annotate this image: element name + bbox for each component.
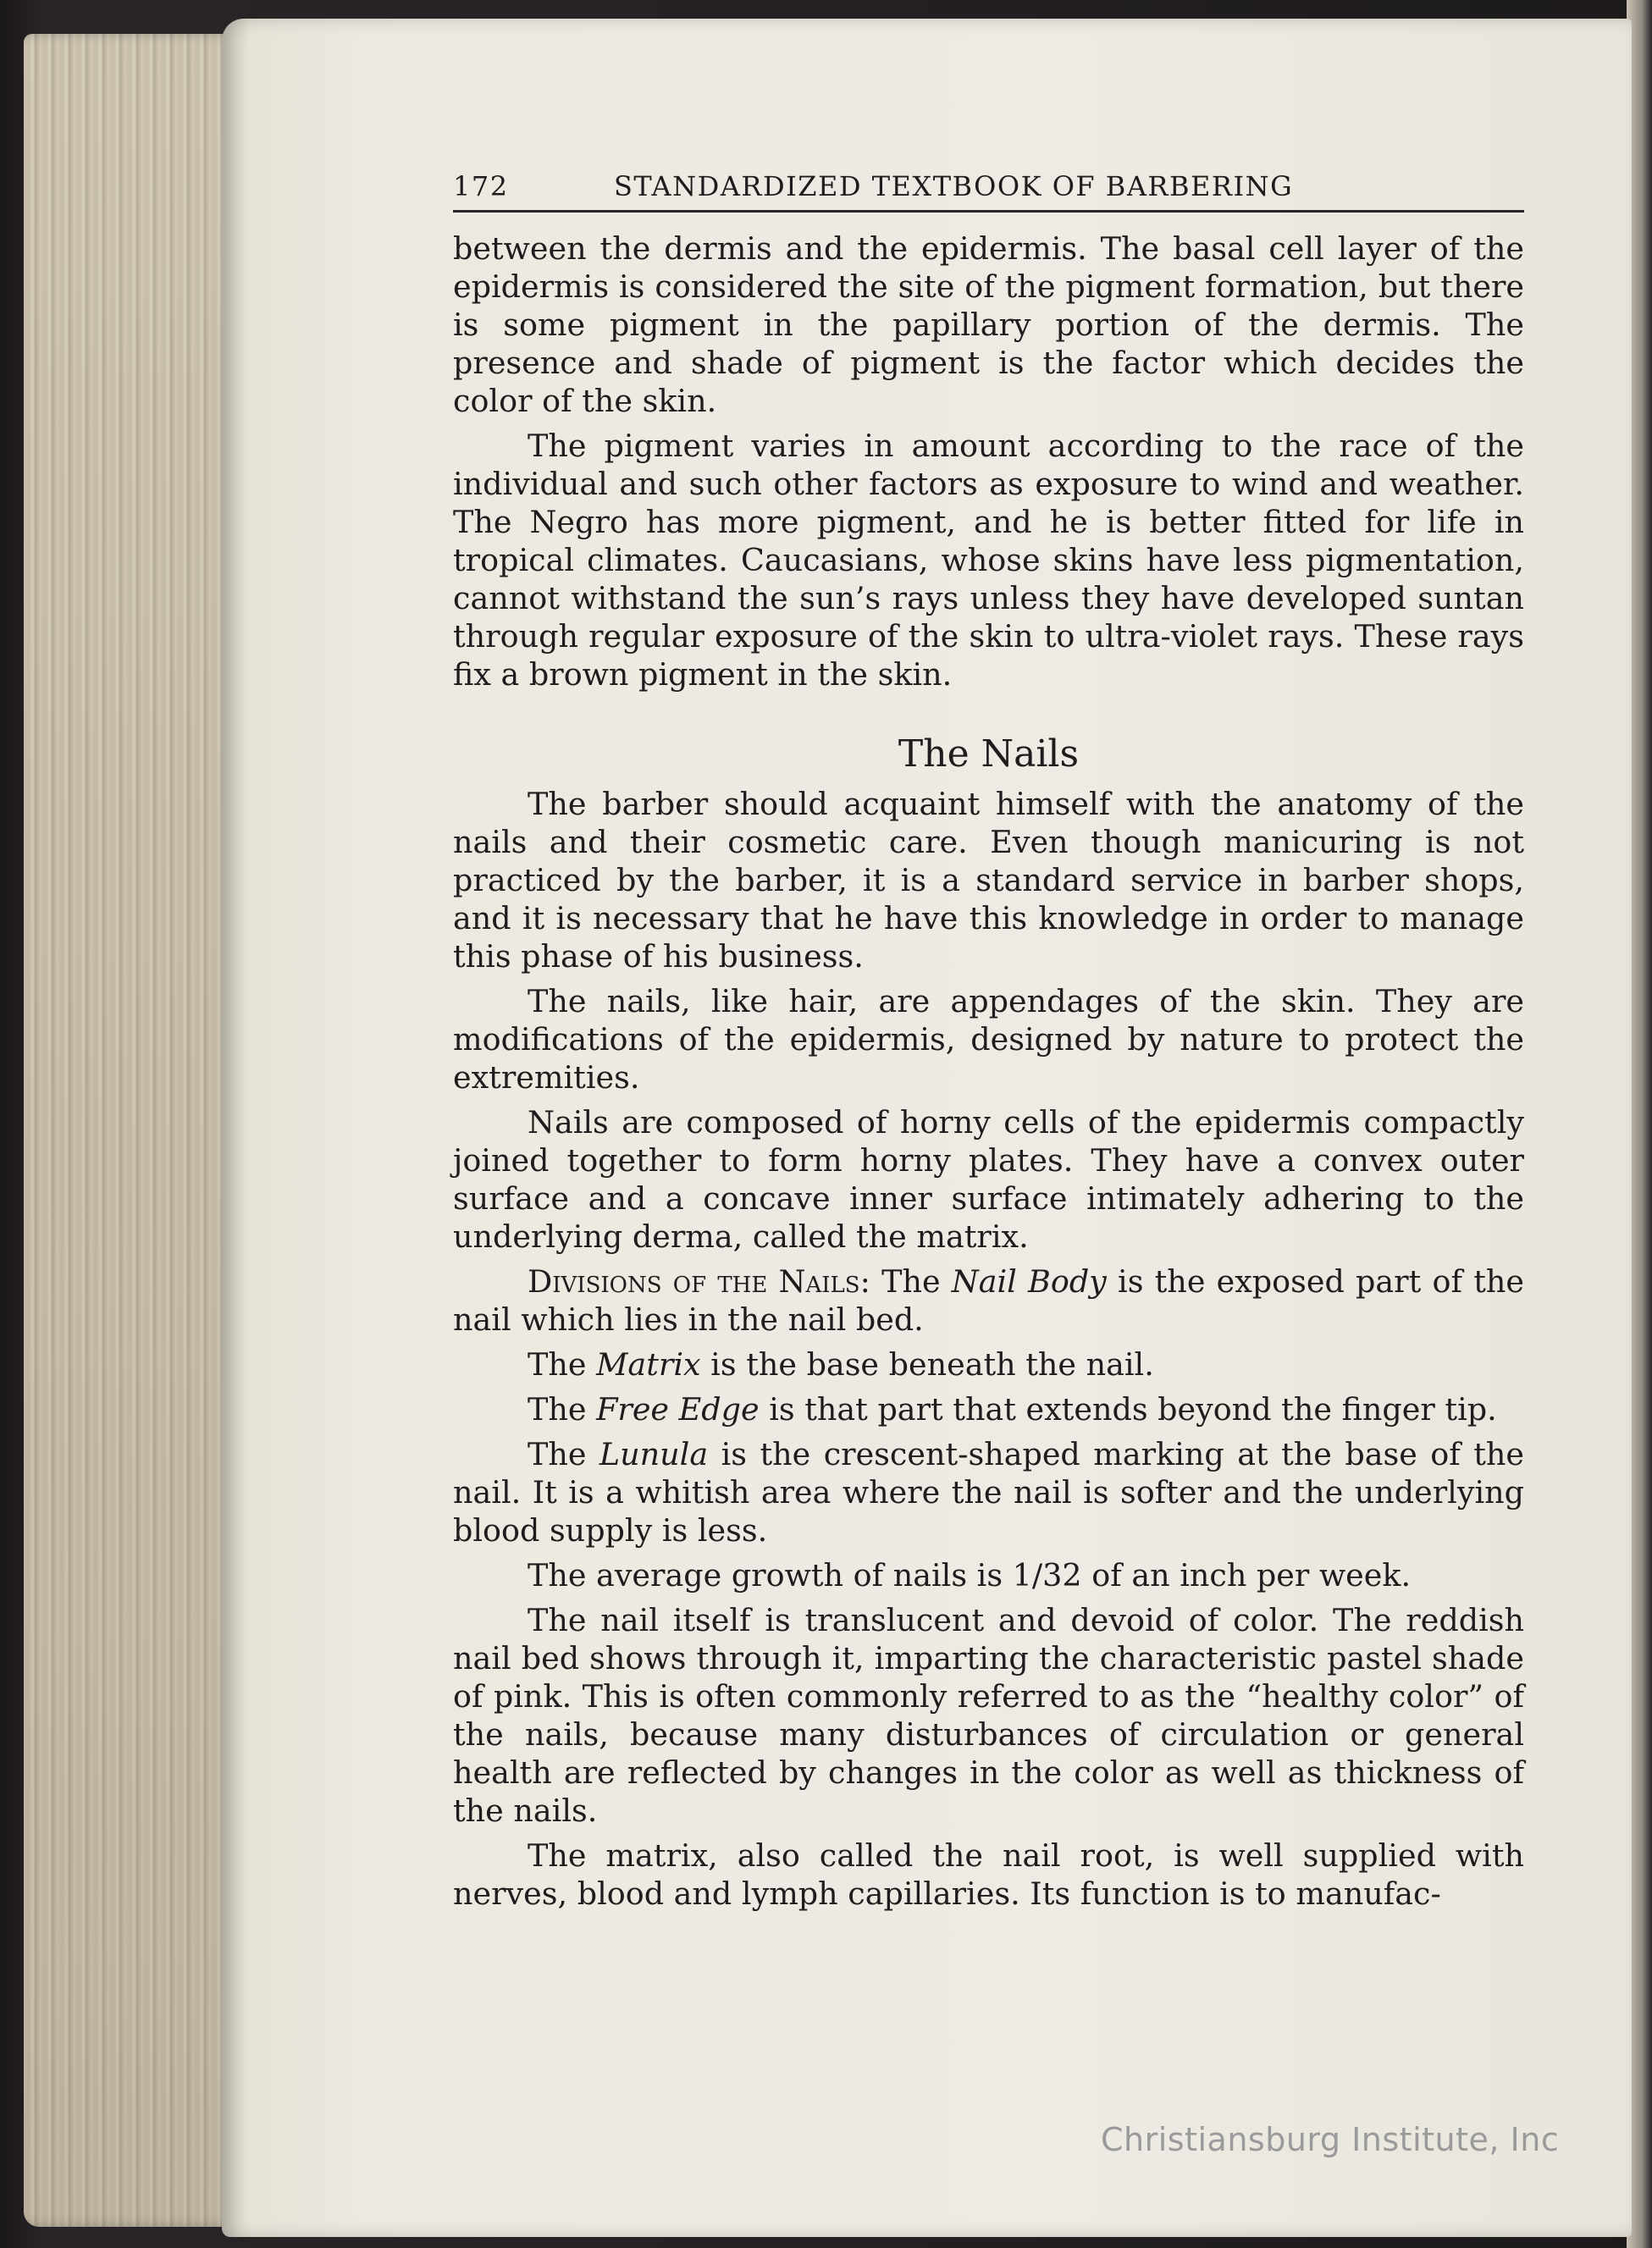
term-free-edge: Free Edge (596, 1391, 760, 1428)
watermark: Christiansburg Institute, Inc (1101, 2121, 1560, 2158)
paragraph-translucent: The nail itself is translucent and devoid of color. The reddish nail bed shows through it, imparting the characteristic pastel shade of pink. This is often commonly referred to as the “healthy color” of the nails, because many disturbances of circulation or general health are reflected by changes in the color as well as thickness of the nails. (453, 1602, 1524, 1829)
paragraph-lunula: The Lunula is the crescent-shaped marking at the base of the nail. It is a whitish area where the nail is softer and the underlying blood supply is less. (453, 1436, 1524, 1549)
term-lunula: Lunula (599, 1436, 709, 1472)
paragraph-5: Nails are composed of horny cells of the epidermis compactly joined together to form horny plates. They have a convex outer surface and a concave inner surface intimately adhering to the underlying derma, called the matrix. (453, 1104, 1524, 1255)
running-head-title: STANDARDIZED TEXTBOOK OF BARBERING (614, 170, 1294, 202)
paragraph-matrix-root: The matrix, also called the nail root, is well supplied with nerves, blood and lymph capillaries. Its function is to manufac- (453, 1837, 1524, 1912)
paragraph-divisions: Divisions of the Nails: The Nail Body is the exposed part of the nail which lies in the nail bed. (453, 1263, 1524, 1338)
paragraph-matrix: The Matrix is the base beneath the nail. (528, 1346, 1154, 1383)
page-text-block (453, 169, 1524, 1919)
paragraph-growth: The average growth of nails is 1/32 of an inch per week. (528, 1557, 1412, 1593)
term-matrix: Matrix (596, 1346, 701, 1383)
divisions-label: Divisions of the Nails: (528, 1263, 870, 1300)
paragraph-2: The pigment varies in amount according to the race of the individual and such other factors as exposure to wind and weather. The Negro has more pigment, and he is better fitted for life in tropical climates. Caucasians, whose skins have less pigmentation, cannot withstand the sun’s rays unless they have developed suntan through regular exposure of the skin to ultra-violet rays. These rays fix a brown pigment in the skin. (453, 428, 1524, 693)
section-heading: The Nails (898, 732, 1080, 776)
term-nail-body: Nail Body (951, 1263, 1107, 1300)
paragraph-3: The barber should acquaint himself with the anatomy of the nails and their cosmetic care. Even though manicuring is not practiced by the barber, it is a standard service in barber shops, and it is necessary that he have this knowledge in order to manage this phase of his business. (453, 786, 1524, 975)
page-number: 172 (453, 170, 509, 202)
paragraph-1: between the dermis and the epidermis. The basal cell layer of the epidermis is considered the site of the pigment formation, but there is some pigment in the papillary portion of the dermis. The presence and shade of pigment is the factor which decides the color of the skin. (453, 230, 1524, 419)
paragraph-free-edge: The Free Edge is that part that extends beyond the finger tip. (528, 1391, 1497, 1428)
paragraph-4: The nails, like hair, are appendages of the skin. They are modifications of the epidermis, designed by nature to protect the extremities. (453, 983, 1524, 1096)
stacked-page-edges (24, 34, 235, 2227)
running-head (453, 169, 1524, 213)
